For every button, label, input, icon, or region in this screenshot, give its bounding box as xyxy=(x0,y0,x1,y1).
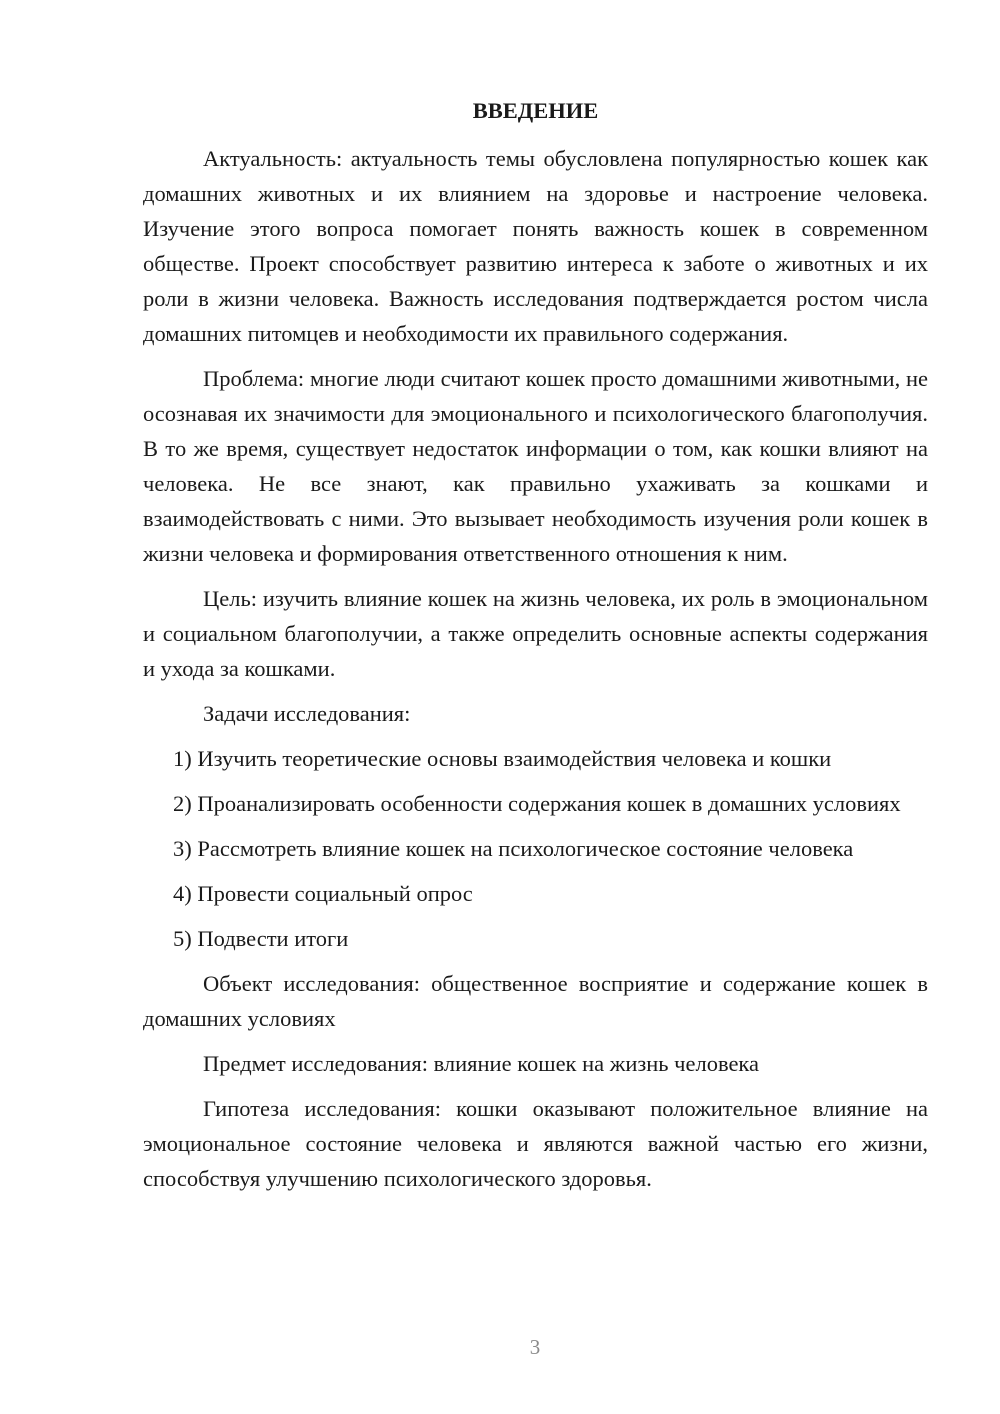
task-item: 3) Рассмотреть влияние кошек на психологическое состояние человека xyxy=(173,836,854,861)
paragraph-relevance: Актуальность: актуальность темы обусловлена популярностью кошек как домашних животных и их влиянием на здоровье и настроение человека. Изучение этого вопроса помогает понять важность кошек в современном обществе. Проект способствует развитию интереса к заботе о животных и их роли в жизни человека. Важность исследования подтверждается ростом числа домашних питомцев и необходимости их правильного содержания. xyxy=(143,146,928,346)
paragraph-subject: Предмет исследования: влияние кошек на жизнь человека xyxy=(203,1051,760,1076)
page-content xyxy=(143,93,928,1206)
paragraph-hypothesis: Гипотеза исследования: кошки оказывают положительное влияние на эмоциональное состояние человека и являются важной частью его жизни, способствуя улучшению психологического здоровья. xyxy=(143,1096,928,1191)
task-item: 5) Подвести итоги xyxy=(173,926,349,951)
task-item: 2) Проанализировать особенности содержания кошек в домашних условиях xyxy=(173,791,901,816)
task-item: 4) Провести социальный опрос xyxy=(173,881,473,906)
paragraph-problem: Проблема: многие люди считают кошек просто домашними животными, не осознавая их значимости для эмоционального и психологического благополучия. В то же время, существует недостаток информации о том, как кошки влияют на человека. Не все знают, как правильно ухаживать за кошками и взаимодействовать с ними. Это вызывает необходимость изучения роли кошек в жизни человека и формирования ответственного отношения к ним. xyxy=(143,366,928,566)
paragraph-tasks-heading: Задачи исследования: xyxy=(203,701,411,726)
page-title: ВВЕДЕНИЕ xyxy=(472,98,599,123)
paragraph-goal: Цель: изучить влияние кошек на жизнь человека, их роль в эмоциональном и социальном благополучии, а также определить основные аспекты содержания и ухода за кошками. xyxy=(143,586,928,681)
page-number: 3 xyxy=(529,1335,541,1359)
task-item: 1) Изучить теоретические основы взаимодействия человека и кошки xyxy=(173,746,832,771)
paragraph-object: Объект исследования: общественное восприятие и содержание кошек в домашних условиях xyxy=(143,971,928,1031)
